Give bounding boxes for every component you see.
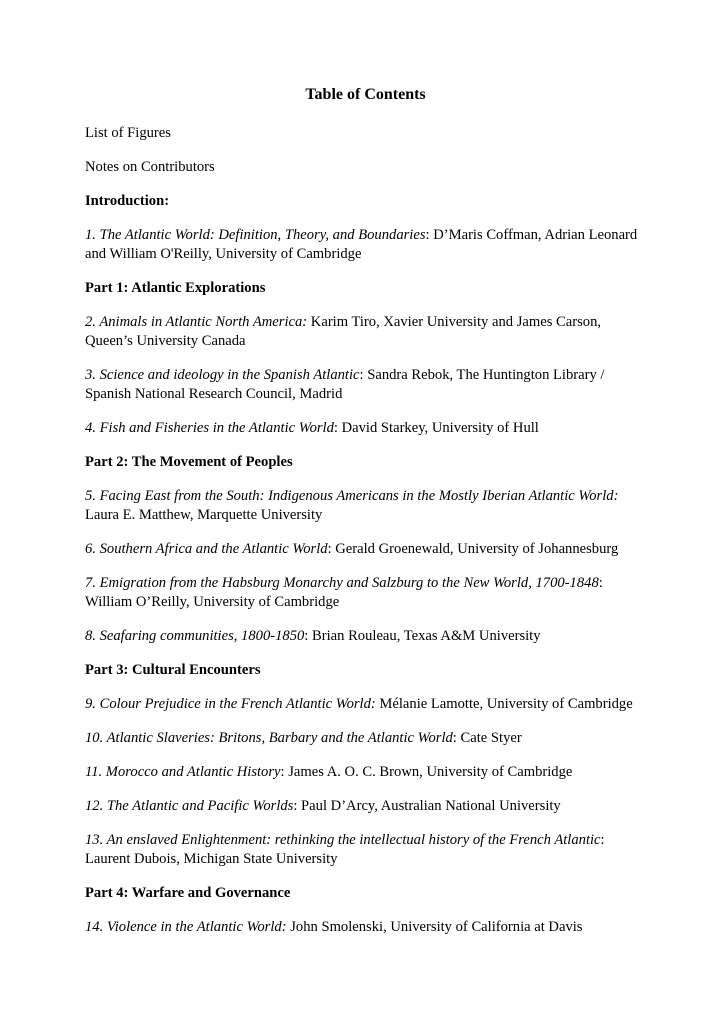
- chapter-title: 11. Morocco and Atlantic History: [85, 764, 281, 780]
- chapter-authors: : William O’Reilly, University of Cambridge: [85, 575, 603, 610]
- chapter-title: 4. Fish and Fisheries in the Atlantic World: [85, 420, 334, 436]
- toc-entry-chapter-12: [85, 797, 646, 816]
- toc-entry-chapter-2: [85, 313, 646, 351]
- toc-entry-chapter-3: [85, 366, 646, 404]
- chapter-title: 9. Colour Prejudice in the French Atlantic World:: [85, 696, 380, 712]
- section-heading-part-4: Part 4: Warfare and Governance: [85, 885, 291, 901]
- toc-entry-chapter-11: [85, 763, 646, 782]
- section-heading-part-1: Part 1: Atlantic Explorations: [85, 280, 266, 296]
- chapter-authors: : D’Maris Coffman, Adrian Leonard and William O'Reilly, University of Cambridge: [85, 227, 638, 262]
- toc-entry-chapter-1: [85, 226, 646, 264]
- page-title: Table of Contents: [305, 86, 426, 103]
- chapter-title: 2. Animals in Atlantic North America:: [85, 314, 311, 330]
- chapter-authors: : Brian Rouleau, Texas A&M University: [304, 628, 541, 644]
- chapter-authors: : Gerald Groenewald, University of Johannesburg: [327, 541, 619, 557]
- chapter-authors: : Paul D’Arcy, Australian National University: [293, 798, 561, 814]
- chapter-title: 7. Emigration from the Habsburg Monarchy and Salzburg to the New World, 1700-1848: [85, 575, 599, 591]
- chapter-title: 5. Facing East from the South: Indigenous Americans in the Mostly Iberian Atlantic World:: [85, 488, 619, 504]
- chapter-authors: : Laurent Dubois, Michigan State University: [85, 832, 605, 867]
- toc-entry-chapter-14: [85, 918, 646, 937]
- chapter-authors: : Sandra Rebok, The Huntington Library / Spanish National Research Council, Madrid: [85, 367, 605, 402]
- chapter-title: 8. Seafaring communities, 1800-1850: [85, 628, 305, 644]
- chapter-title: 1. The Atlantic World: Definition, Theory, and Boundaries: [85, 227, 426, 243]
- chapter-authors: : James A. O. C. Brown, University of Cambridge: [280, 764, 573, 780]
- toc-entry-chapter-8: [85, 627, 646, 646]
- toc-entry-chapter-13: [85, 831, 646, 869]
- toc-entry-chapter-7: [85, 574, 646, 612]
- chapter-title: 10. Atlantic Slaveries: Britons, Barbary and the Atlantic World: [85, 730, 453, 746]
- chapter-title: 12. The Atlantic and Pacific Worlds: [85, 798, 294, 814]
- section-heading-part-3: Part 3: Cultural Encounters: [85, 662, 261, 678]
- chapter-title: 13. An enslaved Enlightenment: rethinking the intellectual history of the French Atlantic: [85, 832, 601, 848]
- section-heading-introduction: Introduction:: [85, 193, 170, 209]
- chapter-title: 6. Southern Africa and the Atlantic World: [85, 541, 328, 557]
- toc-entry-chapter-6: [85, 540, 646, 559]
- chapter-authors: Mélanie Lamotte, University of Cambridge: [379, 696, 633, 712]
- chapter-authors: Laura E. Matthew, Marquette University: [85, 507, 323, 523]
- toc-entry-chapter-10: [85, 729, 646, 748]
- chapter-authors: : Cate Styer: [452, 730, 522, 746]
- toc-entry-chapter-9: [85, 695, 646, 714]
- chapter-authors: : David Starkey, University of Hull: [333, 420, 539, 436]
- chapter-authors: John Smolenski, University of California at Davis: [290, 919, 583, 935]
- section-heading-part-2: Part 2: The Movement of Peoples: [85, 454, 293, 470]
- chapter-authors: Karim Tiro, Xavier University and James Carson, Queen’s University Canada: [85, 314, 602, 349]
- toc-item-list-of-figures: List of Figures: [85, 125, 171, 141]
- toc-item-notes-on-contributors: Notes on Contributors: [85, 159, 215, 175]
- chapter-title: 14. Violence in the Atlantic World:: [85, 919, 291, 935]
- toc-entry-chapter-5: [85, 487, 646, 525]
- toc-entry-chapter-4: [85, 419, 646, 438]
- chapter-title: 3. Science and ideology in the Spanish Atlantic: [85, 367, 360, 383]
